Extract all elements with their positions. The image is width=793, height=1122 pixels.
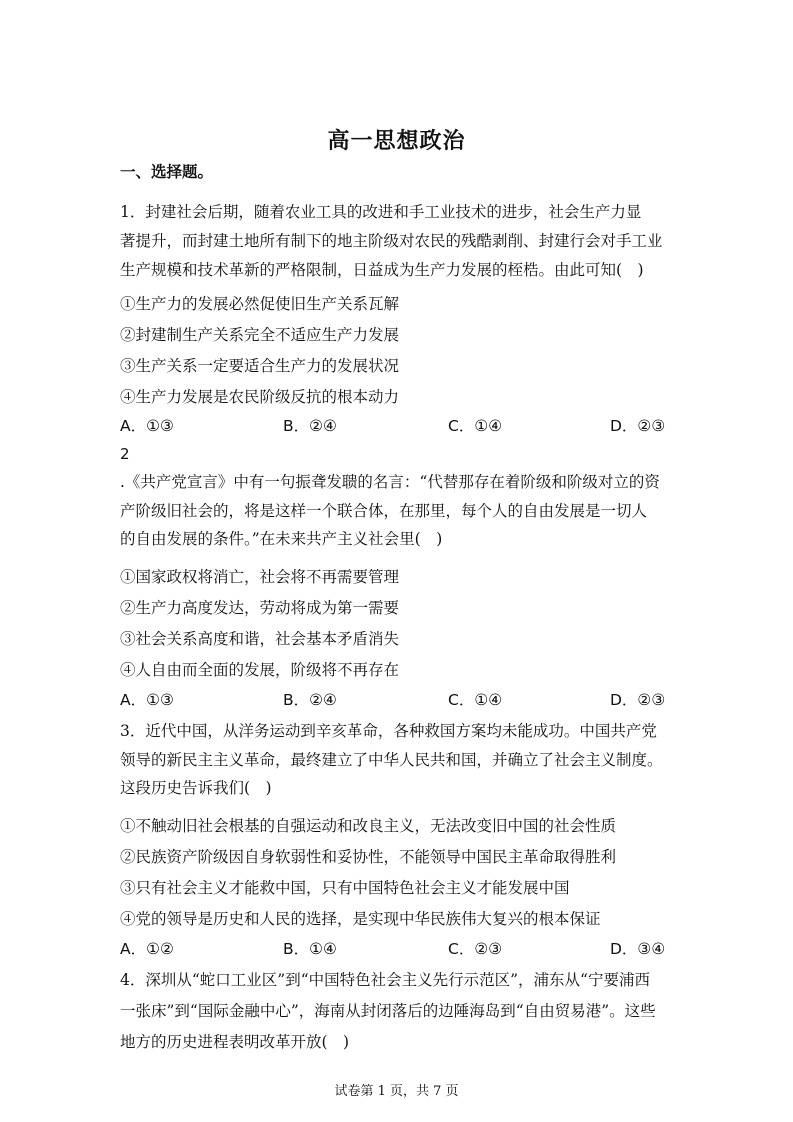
q1-stem-line-3: 生产规模和技术革新的严格限制，日益成为生产力发展的桎梏。由此可知( ) bbox=[120, 261, 644, 279]
page-title: 高一思想政治 bbox=[327, 128, 466, 154]
q2-item-2: ②生产力高度发达，劳动将成为第一需要 bbox=[120, 599, 400, 617]
q1-item-2: ②封建制生产关系完全不适应生产力发展 bbox=[120, 326, 400, 344]
q3-item-2: ②民族资产阶级因自身软弱性和妥协性，不能领导中国民主革命取得胜利 bbox=[120, 848, 617, 866]
q3-stem-line-3: 这段历史告诉我们( ) bbox=[120, 779, 272, 797]
q2-option-d[interactable]: D．②③ bbox=[610, 691, 666, 709]
q1-option-c[interactable]: C．①④ bbox=[448, 417, 503, 435]
q2-stem-line-1: .《共产党宣言》中有一句振聋发聩的名言：“代替那存在着阶级和阶级对立的资 bbox=[120, 473, 660, 491]
q4-stem-line-2: 一张床”到“国际金融中心”，海南从封闭落后的边陲海岛到“自由贸易港”。这些 bbox=[120, 1002, 656, 1020]
q4-stem-line-3: 地方的历史进程表明改革开放( ) bbox=[120, 1033, 350, 1051]
q3-item-3: ③只有社会主义才能救中国，只有中国特色社会主义才能发展中国 bbox=[120, 879, 570, 897]
q2-option-a[interactable]: A．①③ bbox=[120, 691, 174, 709]
q2-number: 2 bbox=[120, 445, 130, 463]
q3-item-4: ④党的领导是历史和人民的选择，是实现中华民族伟大复兴的根本保证 bbox=[120, 910, 601, 928]
q2-stem-line-3: 的自由发展的条件。”在未来共产主义社会里( ) bbox=[120, 530, 443, 548]
q1-stem-line-2: 著提升，而封建土地所有制下的地主阶级对农民的残酷剥削、封建行会对手工业 bbox=[120, 232, 663, 250]
q3-option-b[interactable]: B．①④ bbox=[283, 940, 337, 958]
q1-item-3: ③生产关系一定要适合生产力的发展状况 bbox=[120, 357, 400, 375]
q1-option-d[interactable]: D．②③ bbox=[610, 417, 666, 435]
q4-stem-line-1: 4．深圳从“蛇口工业区”到“中国特色社会主义先行示范区”，浦东从“宁要浦西 bbox=[120, 971, 650, 989]
q2-option-c[interactable]: C．①④ bbox=[448, 691, 503, 709]
q2-item-1: ①国家政权将消亡，社会将不再需要管理 bbox=[120, 568, 400, 586]
section-heading: 一、选择题。 bbox=[120, 162, 214, 181]
q1-option-b[interactable]: B．②④ bbox=[283, 417, 337, 435]
q3-option-d[interactable]: D．③④ bbox=[610, 940, 666, 958]
q1-item-4: ④生产力发展是农民阶级反抗的根本动力 bbox=[120, 388, 400, 406]
q3-item-1: ①不触动旧社会根基的自强运动和改良主义，无法改变旧中国的社会性质 bbox=[120, 817, 617, 835]
q2-stem-line-2: 产阶级旧社会的，将是这样一个联合体，在那里，每个人的自由发展是一切人 bbox=[120, 502, 648, 520]
q2-option-b[interactable]: B．②④ bbox=[283, 691, 337, 709]
q2-item-3: ③社会关系高度和谐，社会基本矛盾消失 bbox=[120, 630, 400, 648]
q3-stem-line-2: 领导的新民主主义革命，最终建立了中华人民共和国，并确立了社会主义制度。 bbox=[120, 751, 663, 769]
q1-stem-line-1: 1．封建社会后期，随着农业工具的改进和手工业技术的进步，社会生产力显 bbox=[120, 203, 642, 221]
q2-item-4: ④人自由而全面的发展，阶级将不再存在 bbox=[120, 661, 400, 679]
q3-option-a[interactable]: A．①② bbox=[120, 940, 174, 958]
page-footer: 试卷第 1 页，共 7 页 bbox=[334, 1084, 459, 1099]
q1-item-1: ①生产力的发展必然促使旧生产关系瓦解 bbox=[120, 295, 400, 313]
q3-option-c[interactable]: C．②③ bbox=[448, 940, 503, 958]
q3-stem-line-1: 3．近代中国，从洋务运动到辛亥革命，各种救国方案均未能成功。中国共产党 bbox=[120, 722, 657, 740]
q1-option-a[interactable]: A．①③ bbox=[120, 417, 174, 435]
